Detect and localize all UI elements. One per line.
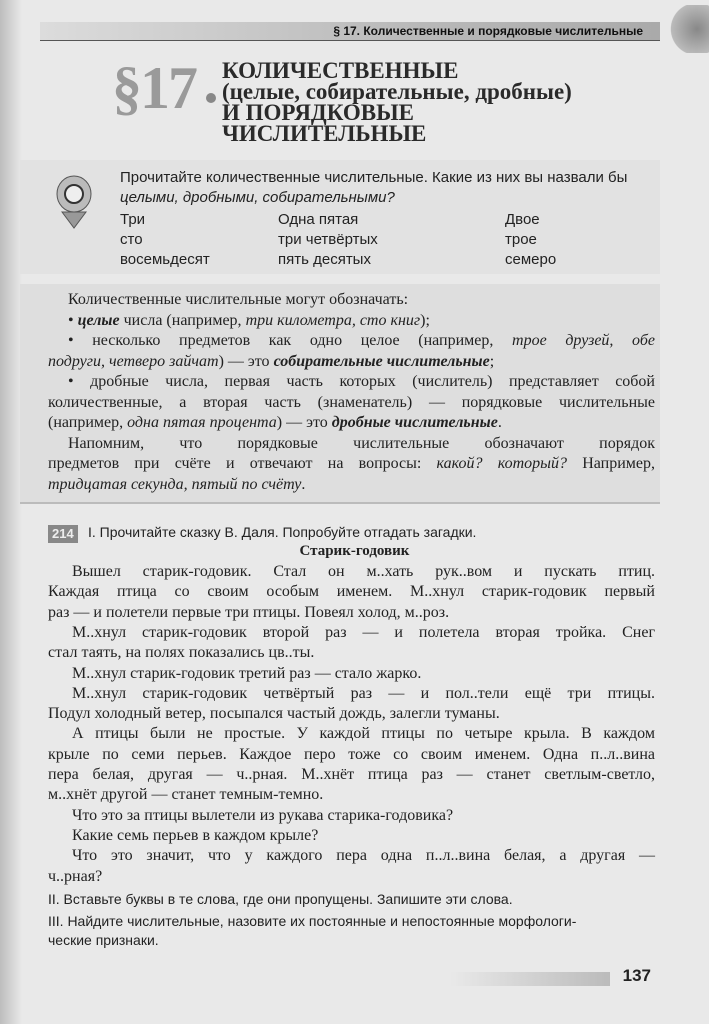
text-span: ) — это (276, 414, 332, 431)
theory-line (48, 454, 655, 474)
text-span: (например, (48, 414, 128, 431)
exercise-number: 214 (48, 525, 78, 543)
story-title: Старик-годовик (299, 543, 410, 559)
numeral: Двое (505, 211, 540, 228)
text-span: количественные, а вторая часть (знаменатель) — порядковые числительные (48, 393, 655, 411)
term-bold: дробные числительные (331, 414, 498, 431)
theory-line (48, 352, 655, 372)
page-tab-marker (669, 5, 709, 53)
story-line: Каждая птица со своим особым именем. М..хнул старик-годовик первый (48, 583, 655, 601)
story-line: пера белая, другая — ч..рная. М..хнёт птица раз — станет светлым-светло, (48, 766, 655, 783)
theory-line (48, 372, 655, 392)
numeral: сто (120, 231, 143, 248)
story-line: м..хнёт другой — станет темным-темно. (48, 786, 324, 804)
running-header: § 17. Количественные и порядковые числительные (333, 24, 643, 38)
numeral: семеро (505, 251, 557, 268)
story-line: А птицы были не простые. У каждой птицы по четыре крыла. В каждом (72, 725, 655, 743)
text-span: числа (например, (119, 311, 246, 329)
story-line: стал таять, на полях показались цв..ты. (48, 644, 315, 662)
theory-line (48, 290, 655, 310)
story-line: М..хнул старик-годовик четвёртый раз — и пол..тели ещё три птицы. (72, 684, 655, 702)
numeral: трое (505, 231, 537, 248)
page-number-bar (450, 972, 610, 986)
task-3-line: III. Найдите числительные, назовите их постоянные и непостоянные морфологи- (48, 913, 577, 929)
exercise-task-3 (48, 912, 663, 950)
owl-mascot-icon (52, 172, 96, 230)
text-span: ); (420, 311, 430, 329)
numeral-column-3 (505, 210, 556, 270)
title-line: (целые, собирательные, дробные) (222, 79, 572, 104)
text-span: • (68, 311, 78, 329)
title-line: И ПОРЯДКОВЫЕ (222, 100, 415, 125)
story-line: ч..рная? (48, 867, 103, 885)
text-span: Напомним, что порядковые числительные обозначают порядок (68, 434, 655, 452)
term-bold: собирательные числительные (273, 352, 490, 370)
example-italic: три километра, сто книг (245, 311, 421, 329)
page-spine-shadow (0, 0, 22, 1024)
text-span: предметов при счёте и отвечают на вопросы: (48, 455, 437, 472)
text-span: . (301, 475, 306, 493)
numeral: Одна пятая (278, 211, 359, 228)
numeral: три четвёртых (278, 231, 378, 248)
story-line: Вышел старик-годовик. Стал он м..хать рук..вом и пускать птиц. (72, 563, 655, 580)
theory-line (48, 434, 655, 454)
title-line: ЧИСЛИТЕЛЬНЫЕ (222, 121, 427, 146)
story-line: Что это за птицы вылетели из рукава старика-годовика? (72, 806, 454, 824)
example-italic: подруги, четверо зайчат (48, 352, 219, 370)
intro-question (120, 168, 660, 208)
example-italic: трое друзей, обе (512, 332, 655, 349)
task-3-line: ческие признаки. (48, 932, 159, 948)
page-number: 137 (622, 966, 651, 985)
theory-line (48, 331, 655, 351)
example-italic: тридцатая секунда, пятый по счёту (48, 475, 302, 493)
numeral: восемьдесят (120, 251, 210, 268)
term-bold: целые (77, 311, 120, 329)
section-number: §17 (112, 55, 196, 121)
story-line: М..хнул старик-годовик третий раз — стало жарко. (72, 664, 422, 682)
theory-line (48, 475, 655, 495)
text-span: • несколько предметов как одно целое (например, (68, 332, 513, 349)
text-span: ; (489, 352, 495, 370)
example-italic: одна пятая процента (127, 414, 277, 431)
story-line: Подул холодный ветер, посыпался частый дождь, залегли туманы. (48, 705, 500, 723)
exercise-task-1: I. Прочитайте сказку В. Даля. Попробуйте отгадать загадки. (88, 524, 477, 540)
text-span: Например, (567, 455, 656, 472)
numeral-column-2 (278, 210, 378, 270)
title-line: КОЛИЧЕСТВЕННЫЕ (222, 58, 459, 83)
text-span: • дробные числа, первая часть которых (числитель) представляет собой (68, 373, 655, 390)
story-line: крыле по семи перьев. Каждое перо тоже со своим именем. Одна п..л..вина (48, 745, 655, 763)
text-span: . (497, 414, 502, 431)
section-dot (206, 93, 216, 103)
section-title (222, 60, 572, 144)
theory-line (48, 413, 655, 433)
story-line: Что это значит, что у каждого пера одна п..л..вина белая, а другая — (72, 847, 655, 865)
numeral: пять десятых (278, 251, 371, 268)
text-span: ) — это (218, 352, 274, 370)
numeral: Три (120, 211, 146, 228)
story-line: Какие семь перьев в каждом крыле? (72, 826, 319, 844)
question-text-italic: целыми, дробными, собирательными? (120, 189, 395, 206)
exercise-task-2: II. Вставьте буквы в те слова, где они пропущены. Запишите эти слова. (48, 891, 513, 907)
example-italic: какой? который? (436, 455, 567, 472)
text-span: Количественные числительные могут обозначать: (68, 291, 409, 308)
story-line: раз — и полетели первые три птицы. Повеял холод, м..роз. (48, 603, 450, 621)
numeral-column-1 (120, 210, 210, 270)
story-line: М..хнул старик-годовик второй раз — и полетела вторая тройка. Снег (72, 623, 655, 641)
theory-line (48, 393, 655, 413)
question-text: Прочитайте количественные числительные. Какие из них вы назвали бы (120, 169, 628, 186)
theory-line (48, 311, 655, 331)
